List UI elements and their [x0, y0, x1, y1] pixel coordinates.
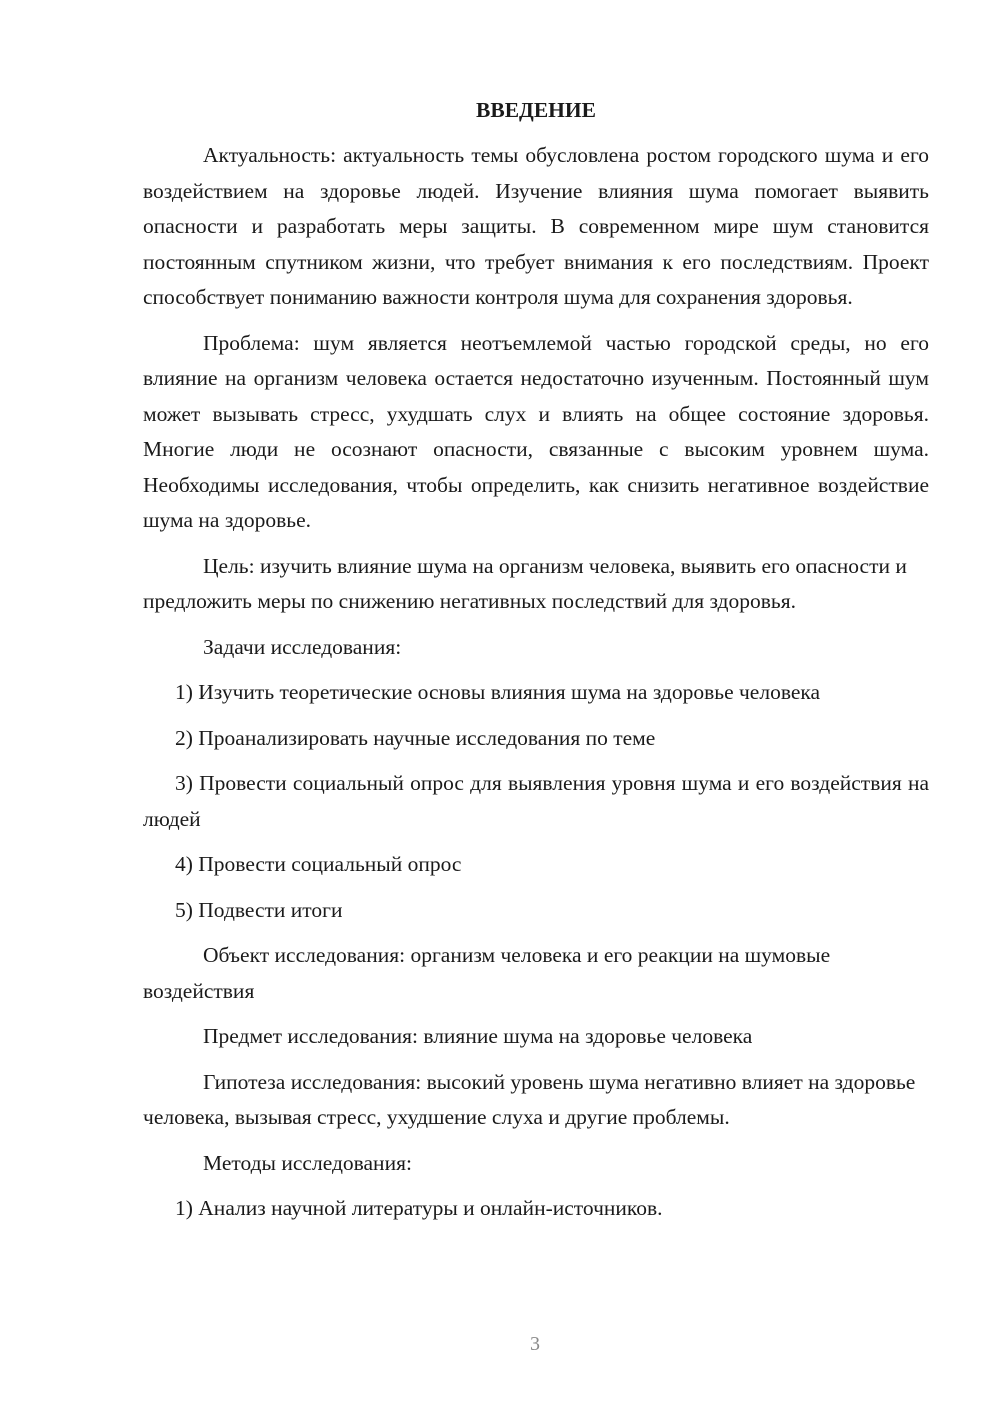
relevance-paragraph: Актуальность: актуальность темы обусловлена ростом городского шума и его воздействием на здоровье людей. Изучение влияния шума помогает выявить опасности и разработать меры защиты. В современном мире шум становится постоянным спутником жизни, что требует внимания к его последствиям. Проект способствует пониманию важности контроля шума для сохранения здоровья.: [143, 143, 929, 309]
task-item-1: 1) Изучить теоретические основы влияния шума на здоровье человека: [175, 680, 821, 704]
task-item-3: 3) Провести социальный опрос для выявления уровня шума и его воздействия на людей: [143, 771, 929, 831]
goal-paragraph: Цель: изучить влияние шума на организм человека, выявить его опасности и предложить меры по снижению негативных последствий для здоровья.: [143, 553, 907, 613]
hypothesis-paragraph: Гипотеза исследования: высокий уровень шума негативно влияет на здоровье человека, вызывая стресс, ухудшение слуха и другие проблемы.: [143, 1069, 916, 1129]
problem-paragraph: Проблема: шум является неотъемлемой частью городской среды, но его влияние на организм человека остается недостаточно изученным. Постоянный шум может вызывать стресс, ухудшать слух и влиять на общее состояние здоровья. Многие люди не осознают опасности, связанные с высоким уровнем шума. Необходимы исследования, чтобы определить, как снизить негативное воздействие шума на здоровье.: [143, 330, 929, 532]
page-title: ВВЕДЕНИЕ: [476, 98, 596, 122]
tasks-heading: Задачи исследования:: [203, 634, 402, 659]
page-number: 3: [530, 1333, 540, 1355]
page-body: [143, 90, 929, 1237]
object-paragraph: Объект исследования: организм человека и его реакции на шумовые воздействия: [143, 943, 831, 1003]
task-item-2: 2) Проанализировать научные исследования по теме: [175, 725, 656, 750]
methods-heading: Методы исследования:: [203, 1150, 412, 1175]
task-item-4: 4) Провести социальный опрос: [175, 852, 462, 876]
task-item-5: 5) Подвести итоги: [175, 897, 343, 922]
method-item-1: 1) Анализ научной литературы и онлайн-источников.: [175, 1196, 663, 1220]
subject-paragraph: Предмет исследования: влияние шума на здоровье человека: [203, 1024, 753, 1048]
